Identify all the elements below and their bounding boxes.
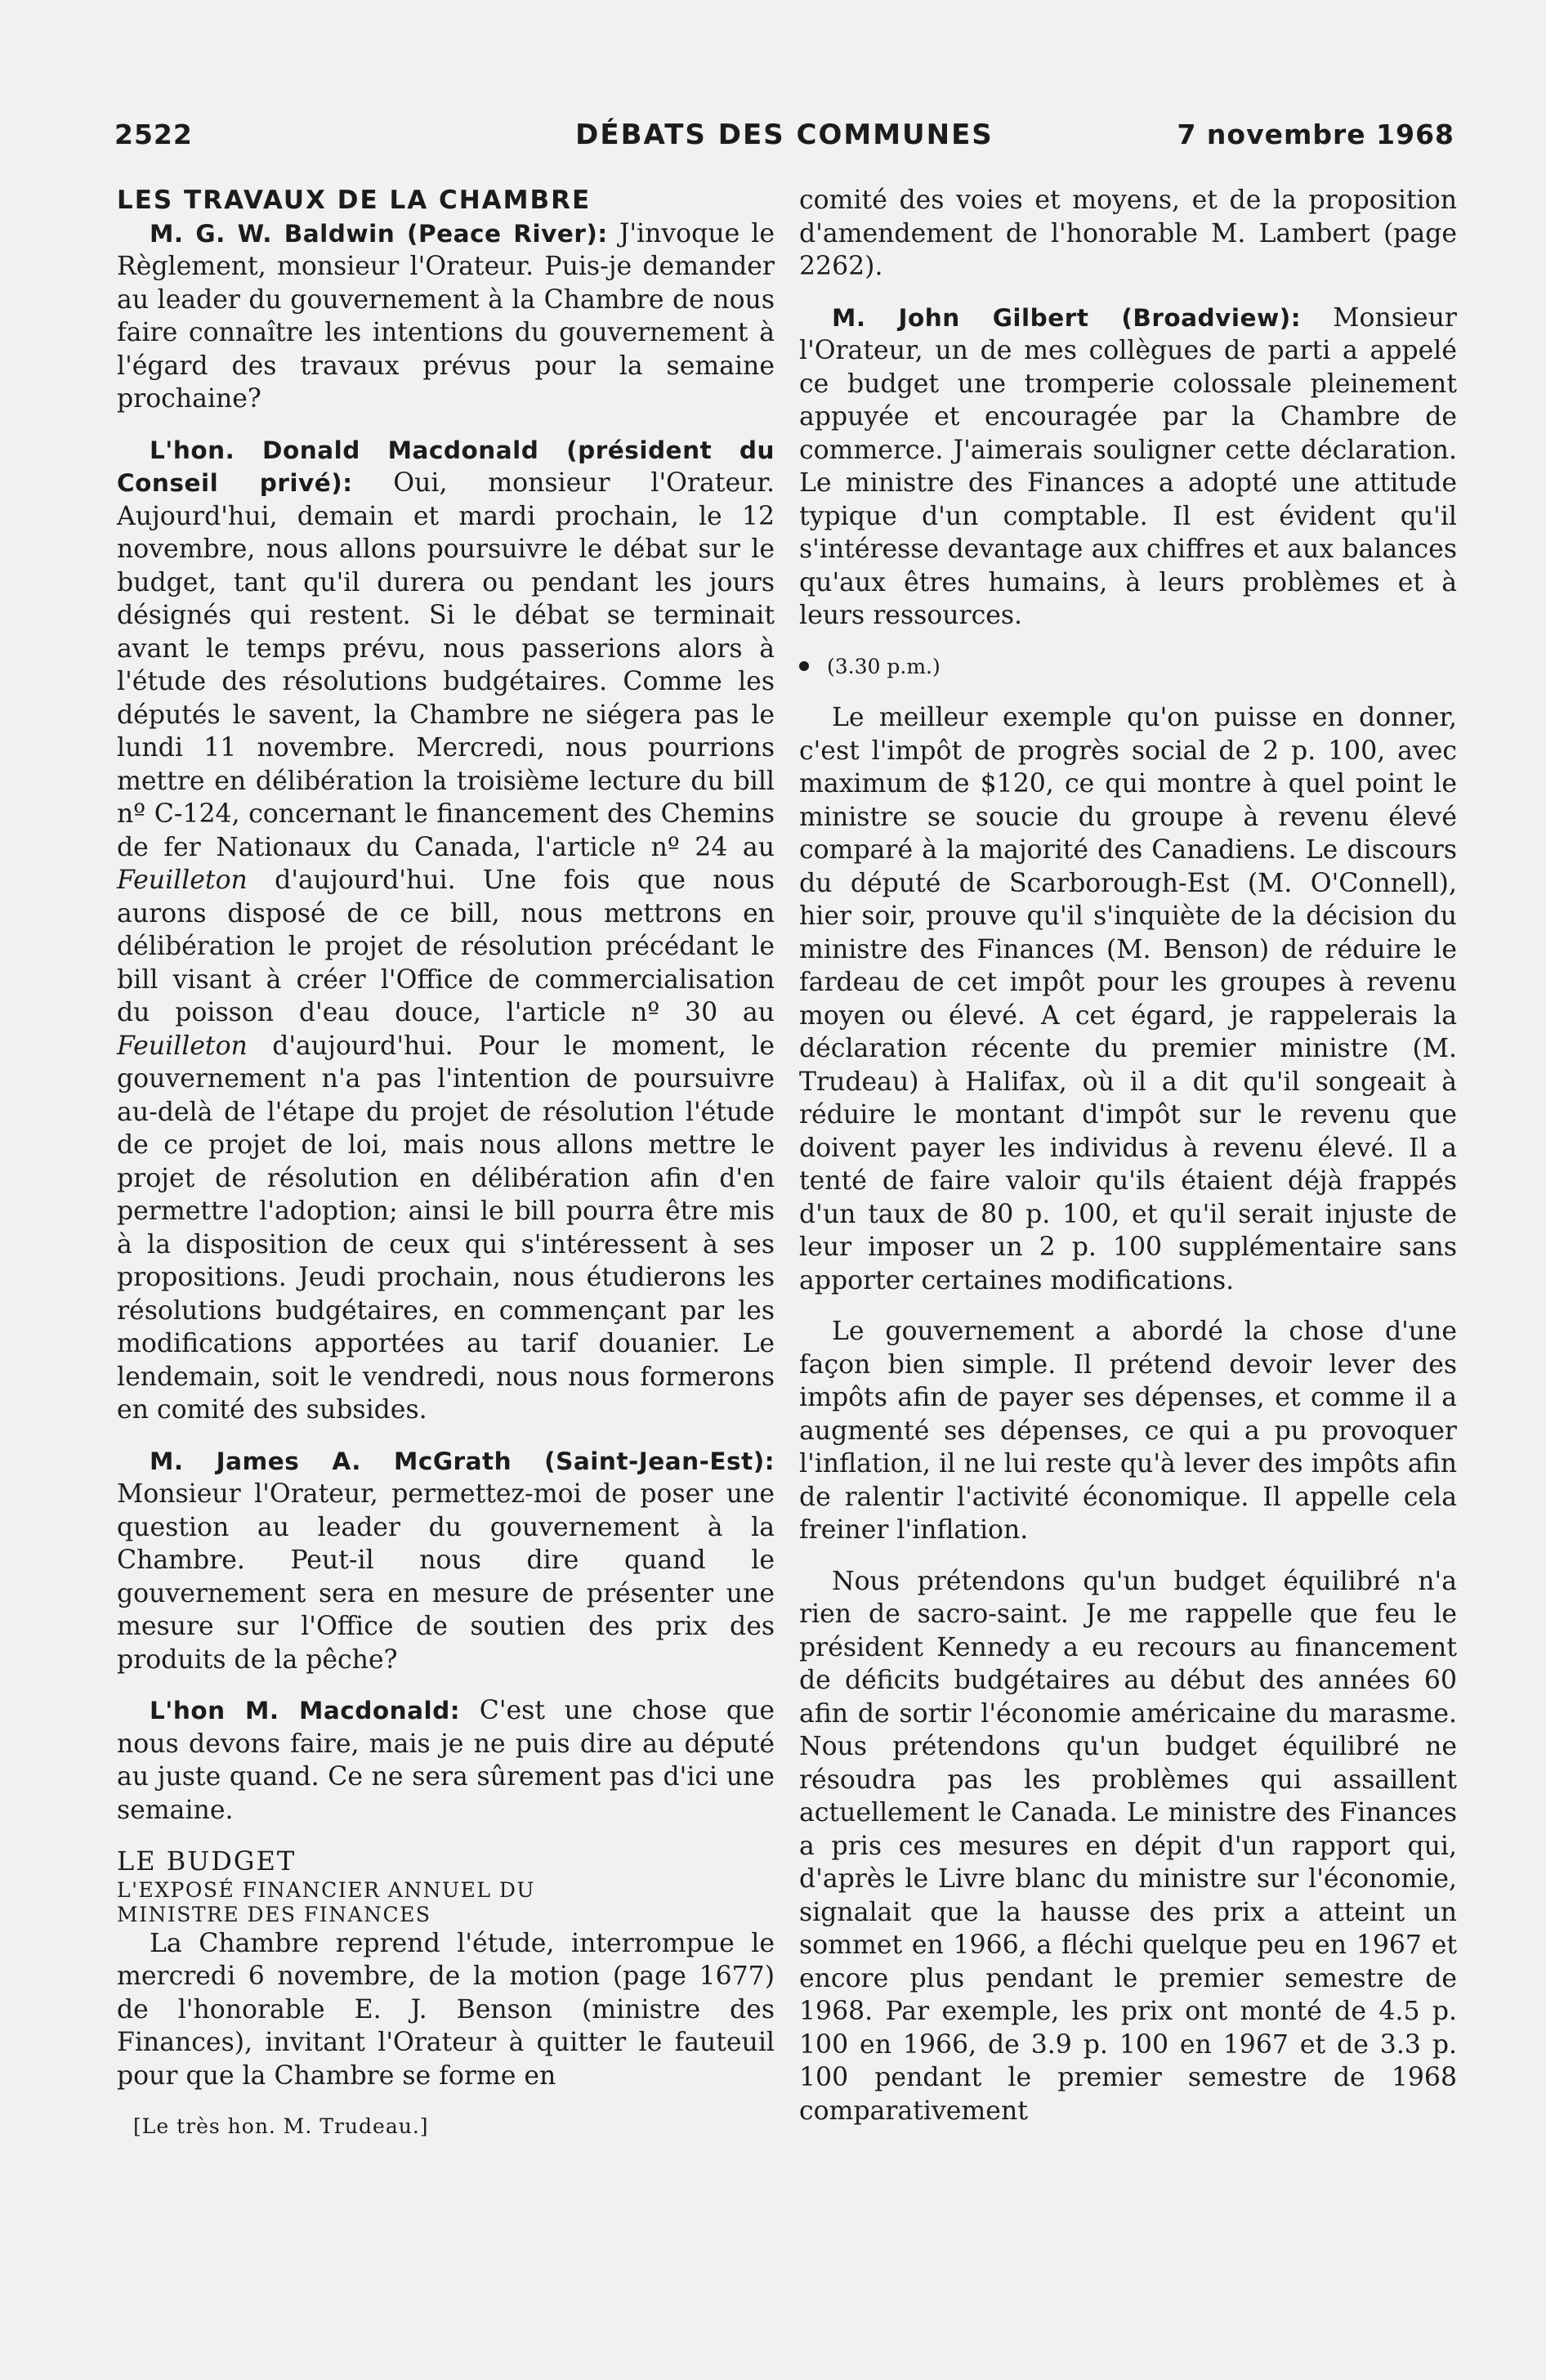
left-column bbox=[117, 184, 775, 2144]
speech-text: J'invoque le Règlement, monsieur l'Orateur. Puis-je demander au leader du gouvernement à la Chambre de nous faire connaître les intentions du gouvernement à l'égard des travaux prévus pour la semaine prochaine? bbox=[117, 218, 775, 414]
speech-text: Monsieur l'Orateur, un de mes collègues de parti a appelé ce budget une tromperie colossale pleinement appuyée et encouragée par la Chambre de commerce. J'aimerais souligner cette déclaration. Le ministre des Finances a adopté une attitude typique d'un comptable. Il est évident qu'il s'intéresse devantage aux chiffres et aux balances qu'aux êtres humains, à leurs problèmes et à leurs ressources. bbox=[799, 302, 1457, 630]
budget-subtitle bbox=[117, 1878, 775, 1927]
budget-subtitle-line-1: L'EXPOSÉ FINANCIER ANNUEL DU bbox=[117, 1877, 535, 1902]
paragraph-gilbert bbox=[799, 302, 1457, 633]
italic-term: Feuilleton bbox=[117, 866, 248, 895]
paragraph-macdonald bbox=[117, 434, 775, 1427]
speaker-name: L'hon. Donald Macdonald (président du Conseil privé): bbox=[117, 436, 775, 497]
italic-term: Feuilleton bbox=[117, 1031, 248, 1061]
page-header bbox=[114, 119, 1454, 159]
speech-text: C'est une chose que nous devons faire, mais je ne puis dire au député au juste quand. Ce ne sera sûrement pas d'ici une semaine. bbox=[117, 1696, 775, 1825]
bullet-icon bbox=[799, 661, 809, 671]
running-title: DÉBATS DES COMMUNES bbox=[575, 119, 994, 151]
speech-text: d'aujourd'hui. Pour le moment, le gouvernement n'a pas l'intention de poursuivre au-delà de l'étape du projet de résolution l'étude de ce projet de loi, mais nous allons mettre le projet de résolution en délibération afin d'en permettre l'adoption; ainsi le bill pourra être mis à la disposition de ceux qui s'intéressent à ses propositions. Jeudi prochain, nous étudierons les résolutions budgétaires, en commençant par les modifications apportées au tarif douanier. Le lendemain, soit le vendredi, nous nous formerons en comité des subsides. bbox=[117, 1031, 775, 1425]
speaker-name: M. John Gilbert (Broadview): bbox=[832, 303, 1302, 332]
paragraph-government: Le gouvernement a abordé la chose d'une façon bien simple. Il prétend devoir lever des impôts afin de payer ses dépenses, et comme il a augmenté ses dépenses, ce qui a pu provoquer l'inflation, il ne lui reste qu'à lever des impôts afin de ralentir l'activité économique. Il appelle cela freiner l'inflation. bbox=[799, 1317, 1457, 1545]
section-title-budget: LE BUDGET bbox=[117, 1845, 297, 1877]
speech-text: d'aujourd'hui. Une fois que nous aurons disposé de ce bill, nous mettrons en délibération le projet de résolution précédant le bill visant à créer l'Office de commercialisation du poisson d'eau douce, l'article nº 30 au bbox=[117, 866, 775, 1027]
speaker-name: M. G. W. Baldwin (Peace River): bbox=[150, 219, 608, 248]
time-label: (3.30 p.m.) bbox=[827, 654, 941, 678]
speech-text: Monsieur l'Orateur, permettez-moi de poser une question au leader du gouvernement à la Chambre. Peut-il nous dire quand le gouvernement sera en mesure de présenter une mesure sur l'Office de soutien des prix des produits de la pêche? bbox=[117, 1479, 775, 1675]
page-number: 2522 bbox=[114, 119, 193, 150]
section-title-house-business: LES TRAVAUX DE LA CHAMBRE bbox=[117, 186, 592, 215]
paragraph-example: Le meilleur exemple qu'on puisse en donner, c'est l'impôt de progrès social de 2 p. 100, avec maximum de $120, ce qui montre à quel point le ministre se soucie du groupe à revenu élevé comparé à la majorité des Canadiens. Le discours du député de Scarborough-Est (M. O'Connell), hier soir, prouve qu'il s'inquiète de la décision du ministre des Finances (M. Benson) de réduire le fardeau de cet impôt pour les groupes à revenu moyen ou élevé. A cet égard, je rappelerais la déclaration récente du premier ministre (M. Trudeau) à Halifax, où il a dit qu'il songeait à réduire le montant d'impôt sur le revenu que doivent payer les individus à revenu élevé. Il a tenté de faire valoir qu'ils étaient déjà frappés d'un taux de 80 p. 100, et qu'il serait injuste de leur imposer un 2 p. 100 supplémentaire sans apporter certaines modifications. bbox=[799, 703, 1457, 1295]
speaker-name: L'hon M. Macdonald: bbox=[150, 1697, 461, 1725]
speaker-name: M. James A. McGrath (Saint-Jean-Est): bbox=[150, 1447, 775, 1475]
budget-subtitle-line-2: MINISTRE DES FINANCES bbox=[117, 1902, 431, 1926]
right-column bbox=[799, 184, 1457, 2145]
paragraph-mcgrath bbox=[117, 1445, 775, 1677]
time-marker bbox=[799, 651, 1457, 684]
paragraph-budget-motion: La Chambre reprend l'étude, interrompue le mercredi 6 novembre, de la motion (page 1677) de l'honorable E. J. Benson (ministre des Finances), invitant l'Orateur à quitter le fauteuil pour que la Chambre se forme en bbox=[117, 1928, 775, 2091]
paragraph-continued: comité des voies et moyens, et de la proposition d'amendement de l'honorable M. Lambert (page 2262). bbox=[799, 186, 1457, 281]
speech-text: Oui, monsieur l'Orateur. Aujourd'hui, demain et mardi prochain, le 12 novembre, nous allons poursuivre le débat sur le budget, tant qu'il durera ou pendant les jours désignés qui restent. Si le débat se terminait avant le temps prévu, nous passerions alors à l'étude des résolutions budgétaires. Comme les députés le savent, la Chambre ne siégera pas le lundi 11 novembre. Mercredi, nous pourrions mettre en délibération la troisième lecture du bill nº C-124, concernant le financement des Chemins de fer Nationaux du Canada, l'article nº 24 au bbox=[117, 468, 775, 862]
paragraph-balanced-budget: Nous prétendons qu'un budget équilibré n'a rien de sacro-saint. Je me rappelle que feu le président Kennedy a eu recours au financement de déficits budgétaires au début des années 60 afin de sortir l'économie américaine du marasme. Nous prétendons qu'un budget équilibré ne résoudra pas les problèmes qui assaillent actuellement le Canada. Le ministre des Finances a pris ces mesures en dépit d'un rapport qui, d'après le Livre blanc du ministre sur l'économie, signalait que la hausse des prix a atteint un sommet en 1966, a fléchi quelque peu en 1967 et encore plus pendant le premier semestre de 1968. Par exemple, les prix ont monté de 4.5 p. 100 en 1966, de 3.9 p. 100 en 1967 et de 3.3 p. 100 pendant le premier semestre de 1968 comparativement bbox=[799, 1566, 1457, 2126]
paragraph-baldwin bbox=[117, 217, 775, 416]
footnote: [Le très hon. M. Trudeau.] bbox=[133, 2114, 429, 2138]
paragraph-macdonald-reply bbox=[117, 1694, 775, 1827]
page-date: 7 novembre 1968 bbox=[1177, 119, 1454, 150]
